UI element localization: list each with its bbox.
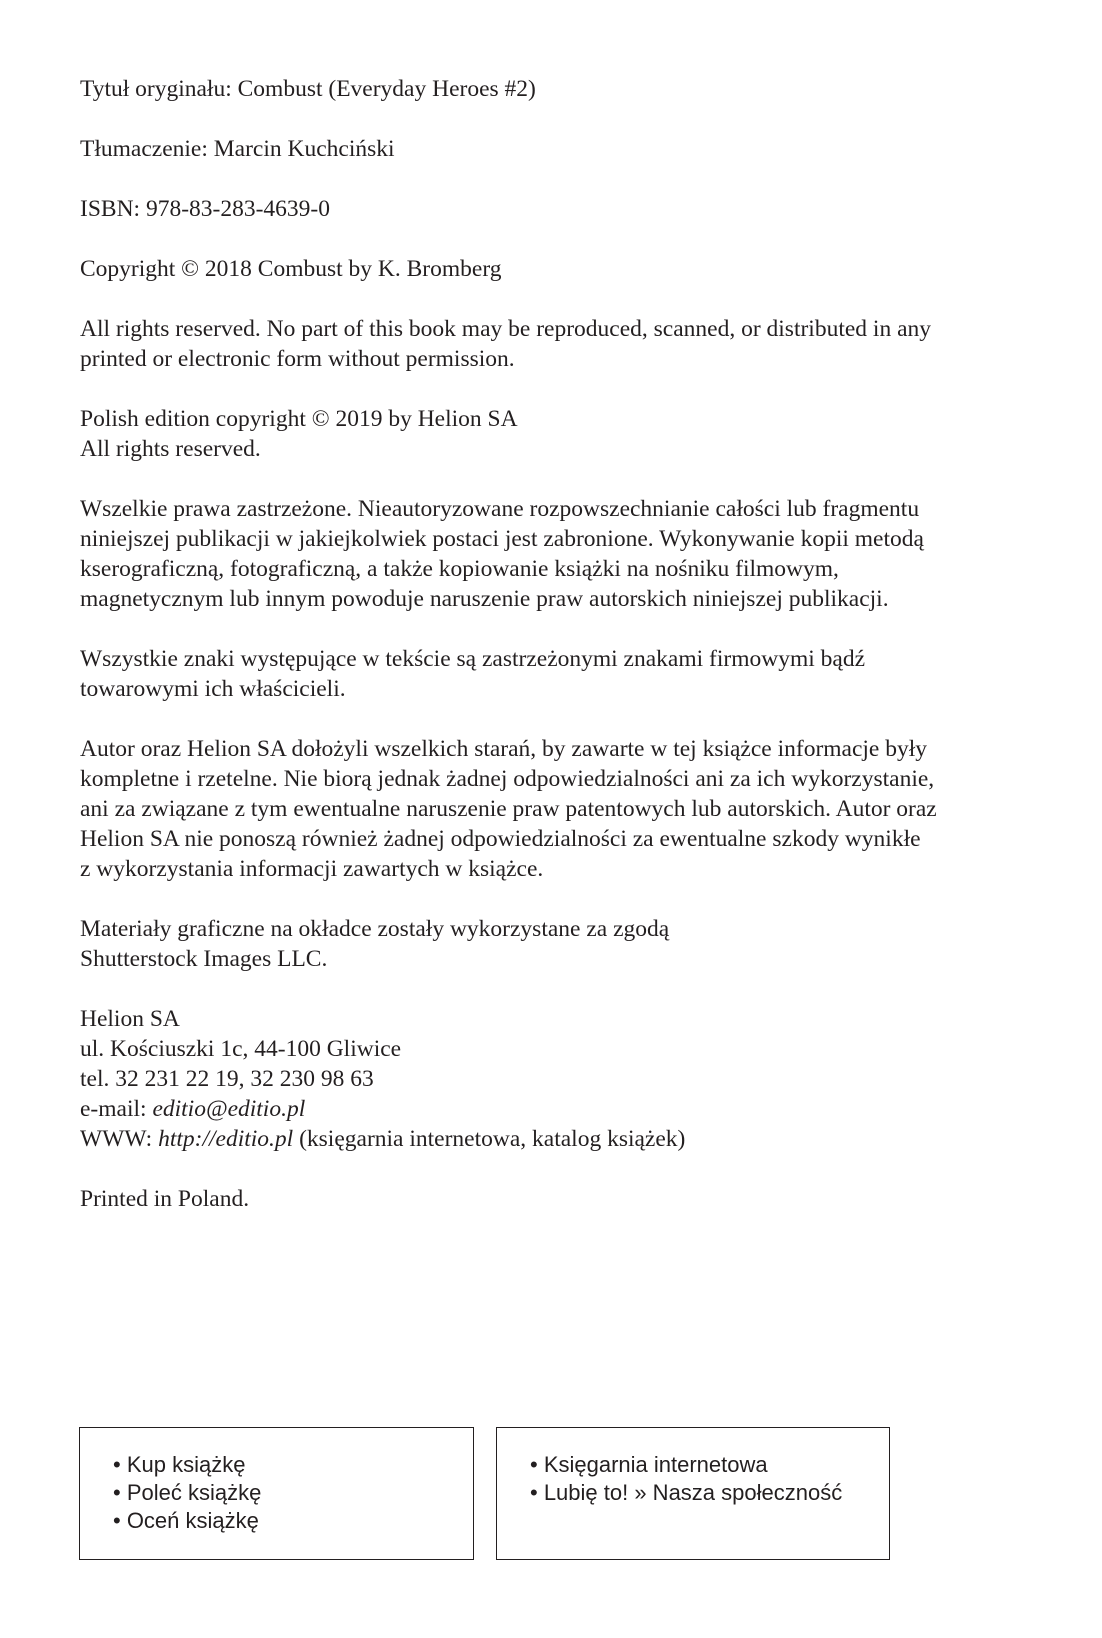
disclaimer-line: kompletne i rzetelne. Nie biorą jednak żadnej odpowiedzialności ani za ich wykorzystanie, xyxy=(80,766,935,792)
disclaimer-line: Helion SA nie ponoszą również żadnej odpowiedzialności za ewentualne szkody wynikłe xyxy=(80,826,921,852)
original-title xyxy=(80,74,1040,104)
disclaimer-line: ani za związane z tym ewentualne naruszenie praw patentowych lub autorskich. Autor oraz xyxy=(80,796,937,822)
publisher-info xyxy=(80,1004,1040,1154)
cover-credits-line: Shutterstock Images LLC. xyxy=(80,946,328,972)
www-note: (księgarnia internetowa, katalog książek) xyxy=(293,1126,686,1152)
www-label: WWW: xyxy=(80,1126,159,1152)
rights-english xyxy=(80,314,1040,374)
polish-edition-copyright xyxy=(80,404,1040,464)
translation-credit-text: Tłumaczenie: Marcin Kuchciński xyxy=(80,136,395,162)
original-copyright-text: Copyright © 2018 Combust by K. Bromberg xyxy=(80,256,502,282)
rate-book-link[interactable]: • Oceń książkę xyxy=(113,1508,259,1533)
online-bookstore-link[interactable]: • Księgarnia internetowa xyxy=(530,1452,768,1477)
trademarks-line: Wszystkie znaki występujące w tekście są zastrzeżonymi znakami firmowymi bądź xyxy=(80,646,866,672)
list-item xyxy=(530,1479,889,1507)
publisher-email-link[interactable]: editio@editio.pl xyxy=(152,1096,306,1122)
publisher-name: Helion SA xyxy=(80,1006,180,1032)
disclaimer-line: z wykorzystania informacji zawartych w książce. xyxy=(80,856,544,882)
list-item xyxy=(113,1507,473,1535)
copyright-page xyxy=(80,74,1040,1244)
translation-credit xyxy=(80,134,1040,164)
printed-in xyxy=(80,1184,1040,1214)
rights-polish xyxy=(80,494,1040,614)
community-link[interactable]: • Lubię to! » Nasza społeczność xyxy=(530,1480,843,1505)
email-label: e-mail: xyxy=(80,1096,153,1122)
rights-polish-line: Wszelkie prawa zastrzeżone. Nieautoryzowane rozpowszechnianie całości lub fragmentu xyxy=(80,496,920,522)
store-links-list xyxy=(530,1451,889,1507)
original-title-text: Tytuł oryginału: Combust (Everyday Heroes #2) xyxy=(80,76,536,102)
store-links-box xyxy=(496,1427,890,1560)
isbn-text: ISBN: 978-83-283-4639-0 xyxy=(80,196,330,222)
rights-polish-line: magnetycznym lub innym powoduje naruszenie praw autorskich niniejszej publikacji. xyxy=(80,586,889,612)
list-item xyxy=(113,1451,473,1479)
publisher-address: ul. Kościuszki 1c, 44-100 Gliwice xyxy=(80,1036,402,1062)
publisher-website-link[interactable]: http://editio.pl xyxy=(158,1126,294,1152)
cover-credits xyxy=(80,914,1040,974)
buy-book-link[interactable]: • Kup książkę xyxy=(113,1452,246,1477)
recommend-book-link[interactable]: • Poleć książkę xyxy=(113,1480,262,1505)
trademarks-notice xyxy=(80,644,1040,704)
publisher-email-line xyxy=(80,1094,1040,1124)
cover-credits-line: Materiały graficzne na okładce zostały wykorzystane za zgodą xyxy=(80,916,670,942)
list-item xyxy=(530,1451,889,1479)
publisher-phone: tel. 32 231 22 19, 32 230 98 63 xyxy=(80,1066,374,1092)
book-actions-box xyxy=(79,1427,474,1560)
book-actions-list xyxy=(113,1451,473,1535)
list-item xyxy=(113,1479,473,1507)
isbn xyxy=(80,194,1040,224)
liability-disclaimer xyxy=(80,734,1040,884)
original-copyright xyxy=(80,254,1040,284)
publisher-www-line xyxy=(80,1124,1040,1154)
polish-edition-line: All rights reserved. xyxy=(80,436,261,462)
printed-in-text: Printed in Poland. xyxy=(80,1186,250,1212)
disclaimer-line: Autor oraz Helion SA dołożyli wszelkich starań, by zawarte w tej książce informacje były xyxy=(80,736,928,762)
rights-english-line: printed or electronic form without permission. xyxy=(80,346,515,372)
polish-edition-line: Polish edition copyright © 2019 by Helion SA xyxy=(80,406,518,432)
rights-polish-line: niniejszej publikacji w jakiejkolwiek postaci jest zabronione. Wykonywanie kopii metodą xyxy=(80,526,924,552)
trademarks-line: towarowymi ich właścicieli. xyxy=(80,676,346,702)
rights-english-line: All rights reserved. No part of this book may be reproduced, scanned, or distributed in any xyxy=(80,316,932,342)
rights-polish-line: kserograficzną, fotograficzną, a także kopiowanie książki na nośniku filmowym, xyxy=(80,556,839,582)
